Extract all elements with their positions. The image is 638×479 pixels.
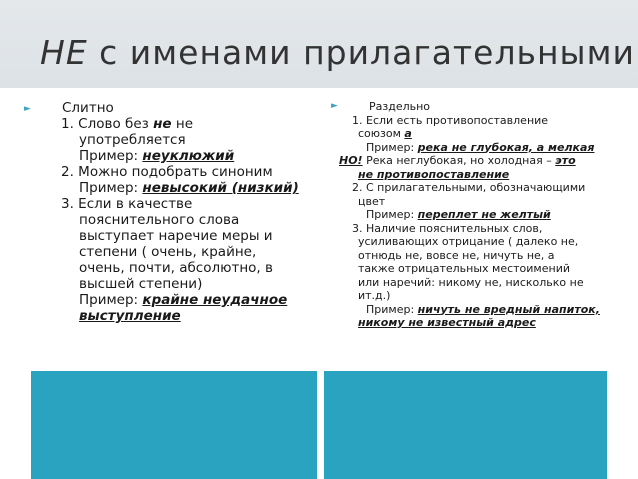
right-accent-bar	[324, 371, 607, 479]
slide-title	[40, 33, 635, 72]
left-item-3-line: очень, почти, абсолютно, в	[79, 260, 273, 276]
left-item-2-example: Пример: невысокий (низкий)	[79, 180, 299, 196]
right-item-1-example: Пример: река не глубокая, а мелкая	[366, 140, 595, 154]
right-item-3-example: Пример: ничуть не вредный напиток,	[366, 302, 600, 316]
left-heading-line	[24, 100, 312, 116]
right-heading-line	[331, 100, 609, 114]
bullet-arrow-icon: ►	[331, 101, 338, 111]
left-item-3-line: пояснительного слова	[79, 212, 240, 228]
right-item-3-line: также отрицательных местоимений	[358, 262, 570, 275]
right-heading: Раздельно	[369, 100, 431, 113]
left-item-1: 1. Слово без не не	[61, 116, 194, 132]
right-item-3-line: или наречий: никому не, нисколько не	[358, 275, 584, 289]
title-lead: НЕ	[40, 33, 88, 72]
left-accent-bar	[31, 371, 317, 479]
right-item-3-line: отнюдь не, вовсе не, ничуть не, а	[358, 248, 555, 262]
left-item-1-cont: употребляется	[79, 132, 186, 148]
title-rest: с именами прилагательными	[87, 33, 635, 72]
left-item-3: 3. Если в качестве	[61, 196, 193, 212]
left-item-2: 2. Можно подобрать синоним	[61, 164, 273, 180]
left-item-3-line: степени ( очень, крайне,	[79, 244, 257, 260]
left-item-3-example-cont: выступление	[79, 308, 181, 324]
left-column	[24, 100, 312, 324]
right-item-3: 3. Наличие пояснительных слов,	[352, 221, 543, 235]
right-item-1-cont: союзом а	[358, 127, 412, 140]
left-item-3-line: выступает наречие меры и	[79, 228, 273, 244]
left-item-1-example: Пример: неуклюжий	[79, 148, 235, 164]
right-item-1-note: НО! Река неглубокая, но холодная – это	[339, 154, 576, 167]
left-item-3-example: Пример: крайне неудачное	[79, 292, 288, 308]
right-item-2-example: Пример: переплет не желтый	[366, 208, 551, 221]
right-item-1-note-cont: не противопоставление	[358, 167, 510, 181]
bullet-arrow-icon: ►	[24, 104, 31, 114]
left-heading: Слитно	[62, 100, 114, 116]
right-item-3-line: усиливающих отрицание ( далеко не,	[358, 235, 579, 248]
right-column	[331, 100, 609, 330]
right-item-3-example-cont: никому не известный адрес	[358, 316, 536, 329]
right-item-2: 2. С прилагательными, обозначающими	[352, 181, 586, 194]
left-item-3-line: высшей степени)	[79, 276, 203, 292]
right-item-2-cont: цвет	[358, 194, 386, 208]
right-item-1: 1. Если есть противопоставление	[352, 113, 549, 127]
right-item-3-line: ит.д.)	[358, 289, 391, 302]
